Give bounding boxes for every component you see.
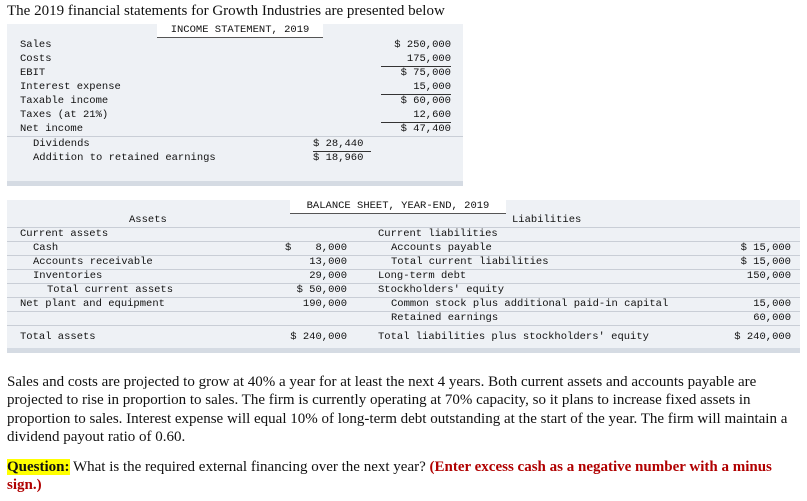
balance-header-row (7, 213, 800, 227)
row-value: 12,600 (381, 108, 451, 123)
intro-text: The 2019 financial statements for Growth Industries are presented below (7, 3, 445, 19)
assets-header: Assets (129, 214, 167, 226)
net-plant-label: Net plant and equipment (20, 298, 165, 310)
divider (7, 325, 800, 326)
total-assets-value: $ 240,000 (290, 331, 347, 343)
total-current-assets-value: $ 50,000 (296, 284, 347, 296)
balance-row (7, 311, 800, 325)
balance-row-totals (7, 330, 800, 344)
long-term-debt-label: Long-term debt (378, 270, 467, 282)
row-value: $ 47,400 (400, 123, 451, 135)
cash-value: 8,000 (315, 242, 347, 254)
liabilities-header: Liabilities (512, 214, 582, 226)
current-liabilities-label: Current liabilities (378, 228, 498, 240)
accounts-receivable-value: 13,000 (309, 256, 347, 268)
income-row-sales (20, 38, 463, 52)
income-statement (7, 24, 463, 186)
question-hint: (Enter excess cash as a negative number with a minus sign.) (7, 459, 772, 493)
balance-row (7, 283, 800, 297)
row-value: $ 250,000 (394, 39, 451, 51)
balance-row (7, 241, 800, 255)
common-stock-value: 15,000 (753, 298, 791, 310)
row-label: Dividends (33, 138, 90, 150)
row-label: Sales (20, 39, 52, 51)
accounts-payable-value: $ 15,000 (740, 242, 791, 254)
common-stock-label: Common stock plus additional paid-in capital (391, 298, 669, 310)
row-value: $ 28,440 (313, 137, 371, 152)
question-label: Question: (7, 459, 70, 475)
income-row-taxes (20, 108, 463, 122)
income-statement-title: INCOME STATEMENT, 2019 (157, 24, 323, 38)
total-current-liabilities-value: $ 15,000 (740, 256, 791, 268)
question (7, 458, 797, 494)
income-row-ebit (20, 66, 463, 80)
retained-earnings-value: 60,000 (723, 311, 791, 326)
retained-earnings-label: Retained earnings (391, 312, 499, 324)
total-liabilities-equity-value: $ 240,000 (734, 331, 791, 343)
row-label: Addition to retained earnings (33, 152, 216, 164)
row-label: EBIT (20, 67, 46, 79)
row-label: Interest expense (20, 81, 121, 93)
row-label: Taxes (at 21%) (20, 109, 109, 121)
income-row-taxable (20, 94, 463, 108)
row-value: $ 75,000 (400, 67, 451, 79)
row-value: $ 60,000 (400, 95, 451, 107)
row-value: 15,000 (381, 80, 451, 95)
row-value: $ 18,960 (313, 152, 364, 164)
income-row-dividends (20, 137, 463, 151)
long-term-debt-value: 150,000 (746, 270, 791, 282)
row-label: Costs (20, 53, 52, 65)
inventories-label: Inventories (33, 270, 103, 282)
total-liabilities-equity-label: Total liabilities plus stockholders' equity (378, 331, 649, 343)
question-text: What is the required external financing over the next year? (69, 459, 430, 475)
total-current-assets-label: Total current assets (47, 284, 174, 296)
balance-row (7, 269, 800, 283)
balance-sheet-title: BALANCE SHEET, YEAR-END, 2019 (290, 200, 506, 214)
cash-dollar-sign: $ (285, 242, 292, 254)
total-assets-label: Total assets (20, 331, 96, 343)
balance-sheet (7, 200, 800, 353)
balance-row (7, 227, 800, 241)
balance-row (7, 297, 800, 311)
accounts-payable-label: Accounts payable (391, 242, 492, 254)
row-label: Taxable income (20, 95, 109, 107)
current-assets-label: Current assets (20, 228, 109, 240)
accounts-receivable-label: Accounts receivable (33, 256, 153, 268)
row-label: Net income (20, 123, 84, 135)
balance-row (7, 255, 800, 269)
inventories-value: 29,000 (285, 269, 347, 284)
problem-narrative: Sales and costs are projected to grow at 40% a year for at least the next 4 years. Both current assets and accounts payable are projected to rise in proportion to sales. The firm is currently operating at 70% capacity, so it plans to increase fixed assets in proportion to sales. Interest expense will equal 10% of long-term debt outstanding at the start of the year. The firm will maintain a dividend payout ratio of 0.60. (7, 374, 788, 446)
income-row-retained (20, 151, 463, 165)
income-row-net-income (20, 122, 463, 136)
row-value: 175,000 (381, 52, 451, 67)
income-row-costs (20, 52, 463, 66)
stockholders-equity-label: Stockholders' equity (378, 284, 505, 296)
income-row-interest (20, 80, 463, 94)
net-plant-value: 190,000 (285, 297, 347, 312)
cash-label: Cash (33, 242, 59, 254)
total-current-liabilities-label: Total current liabilities (391, 256, 549, 268)
